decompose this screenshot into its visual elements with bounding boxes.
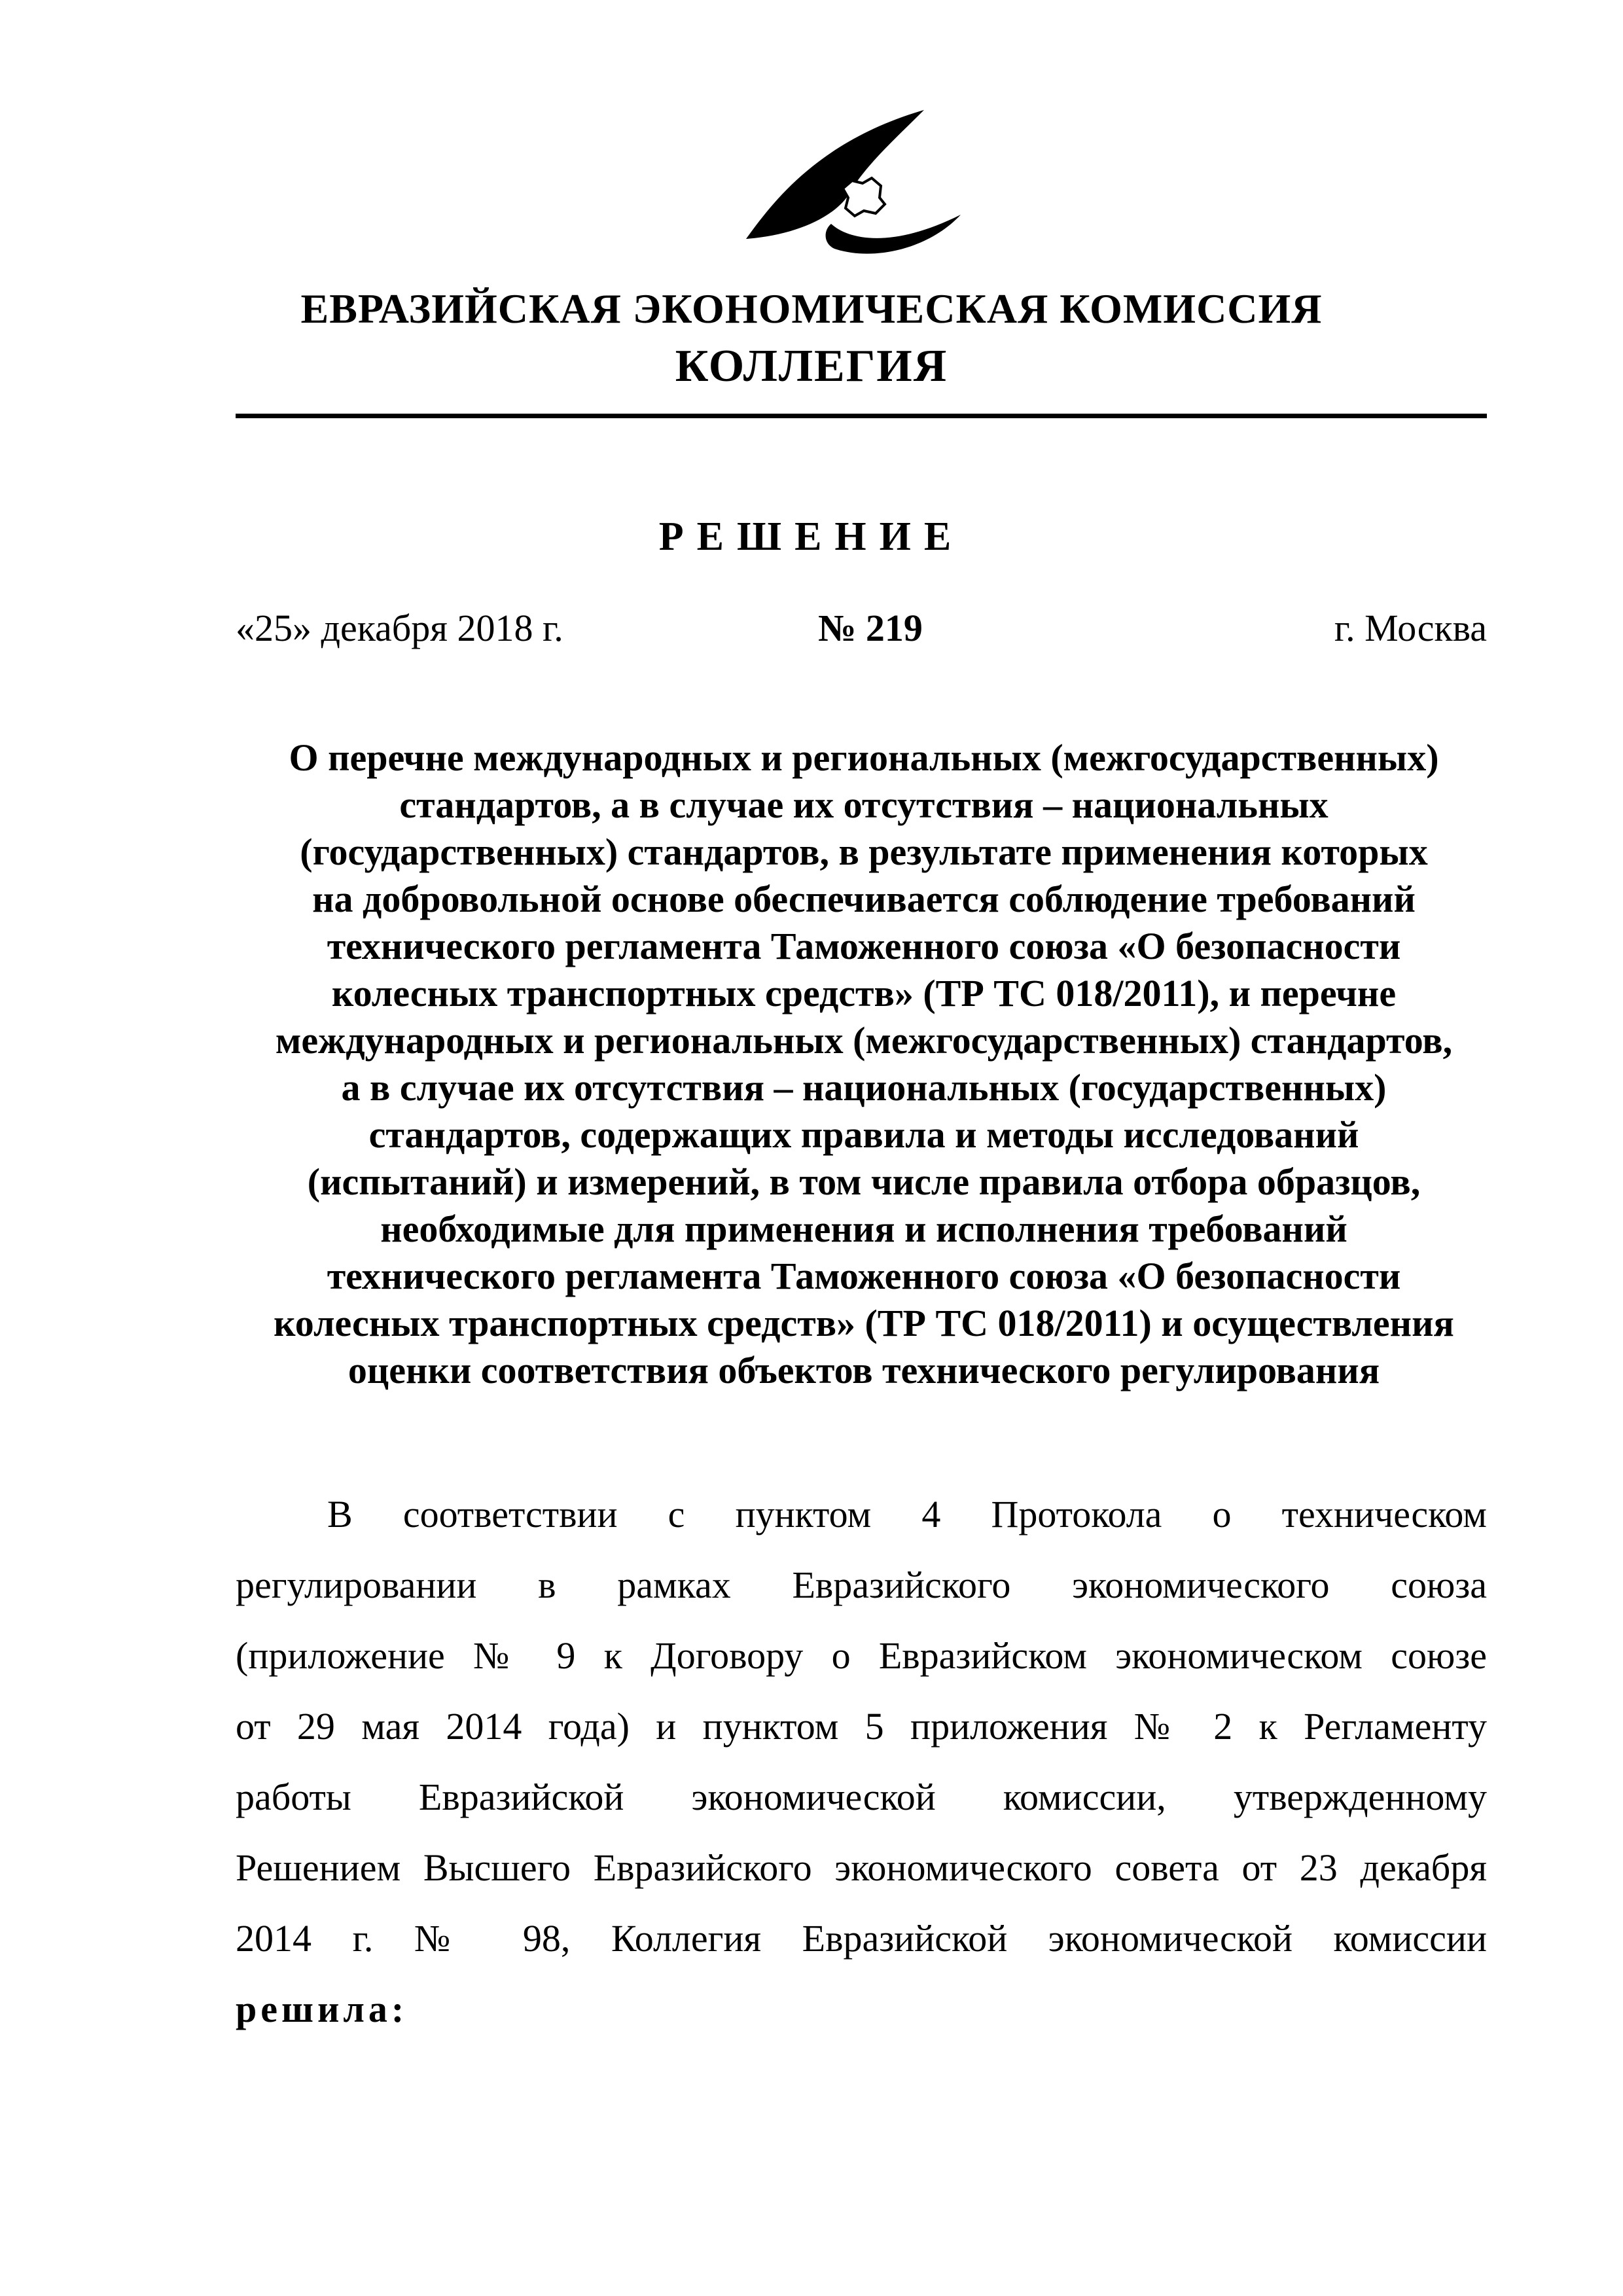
emblem-wing bbox=[746, 110, 924, 239]
title-line: а в случае их отсутствия – национальных (государственных) bbox=[341, 1066, 1387, 1109]
title-line: О перечне международных и региональных (межгосударственных) bbox=[289, 736, 1439, 779]
body-line: (приложение № 9 к Договору о Евразийском экономическом союзе bbox=[236, 1634, 1487, 1677]
organization-name: ЕВРАЗИЙСКАЯ ЭКОНОМИЧЕСКАЯ КОМИССИЯ bbox=[300, 285, 1323, 332]
document-type: РЕШЕНИЕ bbox=[658, 514, 965, 559]
emblem-map-shape bbox=[843, 178, 885, 216]
title-line: необходимые для применения и исполнения требований bbox=[380, 1208, 1347, 1250]
decision-city: г. Москва bbox=[1334, 607, 1487, 649]
title-line: технического регламента Таможенного союза «О безопасности bbox=[327, 1255, 1401, 1297]
title-line: (испытаний) и измерений, в том числе правила отбора образцов, bbox=[307, 1160, 1421, 1203]
title-line: стандартов, содержащих правила и методы исследований bbox=[368, 1113, 1359, 1156]
header-divider bbox=[236, 414, 1487, 418]
body-line: от 29 мая 2014 года) и пунктом 5 приложения № 2 к Регламенту bbox=[236, 1705, 1487, 1748]
organization-body: КОЛЛЕГИЯ bbox=[675, 341, 948, 391]
body-line: работы Евразийской экономической комиссии, утвержденному bbox=[236, 1776, 1487, 1818]
title-line: технического регламента Таможенного союза «О безопасности bbox=[327, 925, 1401, 967]
body-line: регулировании в рамках Евразийского экономического союза bbox=[236, 1564, 1487, 1606]
decision-number: № 219 bbox=[818, 607, 923, 649]
eec-emblem-icon bbox=[733, 105, 969, 268]
title-line: колесных транспортных средств» (ТР ТС 018/2011) и осуществления bbox=[274, 1302, 1454, 1344]
body-line: Решением Высшего Евразийского экономического совета от 23 декабря bbox=[236, 1846, 1487, 1889]
body-paragraph bbox=[236, 1479, 1487, 2045]
emblem-crescent bbox=[826, 215, 961, 254]
title-line: стандартов, а в случае их отсутствия – национальных bbox=[399, 783, 1329, 826]
document-title bbox=[223, 734, 1505, 1394]
title-line: международных и региональных (межгосударственных) стандартов, bbox=[275, 1019, 1453, 1062]
decision-date: «25» декабря 2018 г. bbox=[236, 607, 563, 649]
title-line: на добровольной основе обеспечивается соблюдение требований bbox=[312, 878, 1416, 920]
title-line: оценки соответствия объектов технического регулирования bbox=[348, 1349, 1380, 1391]
body-line: В соответствии с пунктом 4 Протокола о техническом bbox=[327, 1493, 1487, 1535]
body-line: 2014 г. № 98, Коллегия Евразийской экономической комиссии bbox=[236, 1917, 1487, 1960]
title-line: колесных транспортных средств» (ТР ТС 018/2011), и перечне bbox=[331, 972, 1397, 1014]
resolution-word: решила: bbox=[236, 1988, 408, 2030]
title-line: (государственных) стандартов, в результате применения которых bbox=[300, 831, 1428, 873]
